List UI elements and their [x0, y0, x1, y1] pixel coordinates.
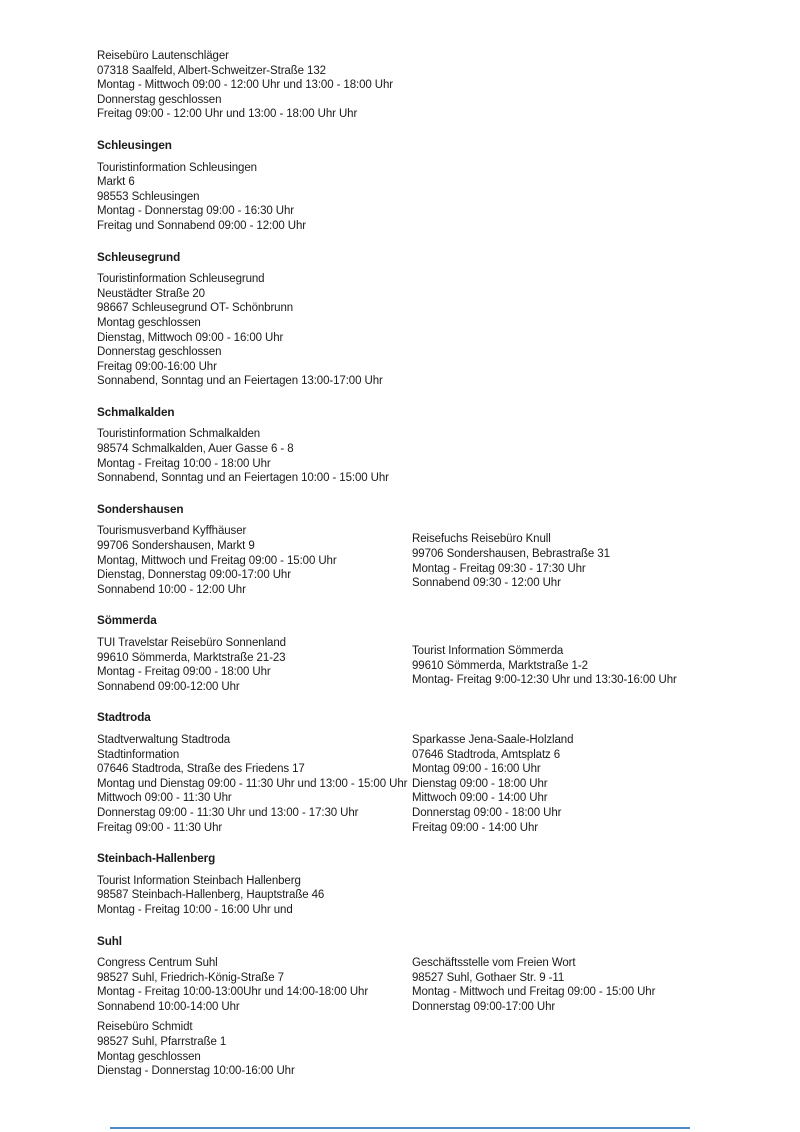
entry-title-line: Tourismusverband Kyffhäuser: [97, 525, 247, 538]
entry-line: Freitag 09:00 - 11:30 Uhr: [97, 821, 223, 834]
entry-title-line: TUI Travelstar Reisebüro Sonnenland: [97, 637, 286, 649]
entry-line: Montag- Freitag 9:00-12:30 Uhr und 13:30-16:00 Uhr: [412, 674, 677, 687]
entry-line: Montag geschlossen: [97, 1050, 201, 1063]
section-schleusegrund: [97, 251, 757, 389]
section-columns: [97, 636, 757, 694]
section-heading: Schleusingen: [97, 138, 172, 152]
entry-line: Montag - Freitag 10:00 - 18:00 Uhr: [97, 457, 271, 470]
section-columns: [97, 161, 757, 234]
section-steinbach-hallenberg: [97, 852, 757, 917]
section-stadtroda: [97, 711, 757, 835]
entry: [97, 636, 412, 694]
entry-line: Sonnabend, Sonntag und an Feiertagen 10:00 - 15:00 Uhr: [97, 472, 389, 485]
entry-title-line: Reisefuchs Reisebüro Knull: [412, 533, 551, 546]
section-columns: [97, 524, 757, 597]
entry-title-line: Geschäftsstelle vom Freien Wort: [412, 957, 576, 970]
entry-line: Sonnabend 09:00-12:00 Uhr: [97, 680, 240, 693]
entry-line: Montag - Mittwoch 09:00 - 12:00 Uhr und 13:00 - 18:00 Uhr: [97, 79, 394, 92]
column-right: [412, 532, 757, 590]
entry: [412, 644, 757, 688]
entry-title-line: Sparkasse Jena-Saale-Holzland: [412, 733, 574, 746]
entry-line: Sonnabend, Sonntag und an Feiertagen 13:00-17:00 Uhr: [97, 375, 383, 388]
entry-line: Donnerstag geschlossen: [97, 346, 222, 359]
section-heading: Steinbach-Hallenberg: [97, 852, 216, 866]
entry-line: Freitag 09:00-16:00 Uhr: [97, 360, 217, 373]
column-left: [97, 161, 412, 234]
entry: [97, 427, 412, 485]
entry-line: 98667 Schleusegrund OT- Schönbrunn: [97, 302, 294, 315]
entry-line: Dienstag 09:00 - 18:00 Uhr: [412, 777, 548, 790]
entry-line: Freitag 09:00 - 14:00 Uhr: [412, 821, 538, 834]
entry-line: Sonnabend 10:00 - 12:00 Uhr: [97, 583, 246, 596]
column-left: [97, 733, 412, 835]
entry-line: Dienstag - Donnerstag 10:00-16:00 Uhr: [97, 1065, 295, 1078]
section-schmalkalden: [97, 406, 757, 486]
entry-line: Freitag und Sonnabend 09:00 - 12:00 Uhr: [97, 219, 307, 232]
section-soemmerda: [97, 614, 757, 694]
entry: [97, 956, 412, 1014]
section-suhl: [97, 935, 757, 1079]
section-columns: [97, 956, 757, 1079]
entry-line: Markt 6: [97, 176, 135, 189]
entry-line: 98527 Suhl, Friedrich-König-Straße 7: [97, 971, 284, 984]
entry: [97, 733, 412, 835]
entry-title-line: Reisebüro Schmidt: [97, 1021, 193, 1034]
entry-line: Freitag 09:00 - 12:00 Uhr und 13:00 - 18:00 Uhr Uhr: [97, 108, 358, 121]
entry-line: Montag - Freitag 10:00 - 16:00 Uhr und: [97, 903, 293, 916]
bottom-divider: [110, 1127, 690, 1129]
column-right: [412, 956, 757, 1014]
entry-line: Neustädter Straße 20: [97, 287, 205, 300]
column-left: [97, 956, 412, 1079]
entry-title-line: Touristinformation Schmalkalden: [97, 428, 261, 441]
entry: [412, 532, 757, 590]
entry-line: Montag - Freitag 10:00-13:00Uhr und 14:00-18:00 Uhr: [97, 986, 369, 999]
column-left: [97, 874, 412, 918]
entry: [412, 733, 757, 835]
entry-title-line: Touristinformation Schleusegrund: [97, 273, 265, 286]
listing-content: [97, 49, 757, 1079]
entry: [97, 874, 412, 918]
section-columns: [97, 272, 757, 389]
entry-line: 99610 Sömmerda, Marktstraße 21-23: [97, 651, 286, 664]
column-left: [97, 524, 412, 597]
section-schleusingen: [97, 139, 757, 234]
section-columns: [97, 874, 757, 918]
entry-line: Stadtinformation: [97, 748, 180, 761]
section-heading: Sömmerda: [97, 614, 157, 628]
entry-title-line: Tourist Information Sömmerda: [412, 645, 564, 657]
entry: [97, 49, 412, 122]
entry-line: 99706 Sondershausen, Markt 9: [97, 540, 255, 553]
entry-line: Donnerstag 09:00 - 11:30 Uhr und 13:00 - 17:30 Uhr: [97, 806, 359, 819]
column-right: [412, 733, 757, 835]
entry-line: Montag - Freitag 09:30 - 17:30 Uhr: [412, 562, 586, 575]
entry-line: Donnerstag geschlossen: [97, 93, 222, 106]
section-heading: Suhl: [97, 934, 122, 948]
entry-line: Montag, Mittwoch und Freitag 09:00 - 15:00 Uhr: [97, 554, 337, 567]
entry: [97, 1020, 412, 1078]
entry-line: Montag geschlossen: [97, 316, 201, 329]
entry-line: 99610 Sömmerda, Marktstraße 1-2: [412, 659, 588, 672]
entry-line: 07646 Stadtroda, Amtsplatz 6: [412, 748, 561, 761]
entry-line: Montag und Dienstag 09:00 - 11:30 Uhr und 13:00 - 15:00 Uhr: [97, 777, 408, 790]
section-heading: Stadtroda: [97, 711, 151, 725]
entry: [97, 524, 412, 597]
entry-line: 98587 Steinbach-Hallenberg, Hauptstraße 46: [97, 889, 325, 902]
section-heading: Schmalkalden: [97, 405, 175, 419]
column-left: [97, 272, 412, 389]
column-left: [97, 49, 412, 122]
entry-title-line: Stadtverwaltung Stadtroda: [97, 733, 231, 746]
entry-line: Dienstag, Donnerstag 09:00-17:00 Uhr: [97, 569, 291, 582]
entry-line: Montag - Mittwoch und Freitag 09:00 - 15:00 Uhr: [412, 986, 656, 999]
entry-title-line: Touristinformation Schleusingen: [97, 161, 257, 174]
entry-line: Montag 09:00 - 16:00 Uhr: [412, 763, 541, 776]
entry-line: Donnerstag 09:00-17:00 Uhr: [412, 1000, 556, 1013]
entry-title-line: Tourist Information Steinbach Hallenberg: [97, 874, 301, 887]
column-right: [412, 644, 757, 688]
entry: [97, 161, 412, 234]
section-heading: Sondershausen: [97, 502, 184, 516]
entry-line: Sonnabend 10:00-14:00 Uhr: [97, 1000, 240, 1013]
entry-line: Dienstag, Mittwoch 09:00 - 16:00 Uhr: [97, 331, 284, 344]
section-continuation: [97, 49, 757, 122]
column-left: [97, 427, 412, 485]
entry-line: 99706 Sondershausen, Bebrastraße 31: [412, 548, 610, 561]
entry: [97, 272, 412, 389]
entry-line: 07318 Saalfeld, Albert-Schweitzer-Straße 132: [97, 64, 326, 77]
entry-line: Sonnabend 09:30 - 12:00 Uhr: [412, 577, 561, 590]
entry-line: Donnerstag 09:00 - 18:00 Uhr: [412, 806, 562, 819]
section-columns: [97, 733, 757, 835]
entry-title-line: Congress Centrum Suhl: [97, 957, 218, 970]
entry-line: 98527 Suhl, Pfarrstraße 1: [97, 1036, 227, 1049]
entry-line: 98553 Schleusingen: [97, 190, 200, 203]
section-columns: [97, 49, 757, 122]
entry-line: 98527 Suhl, Gothaer Str. 9 -11: [412, 971, 565, 984]
entry-title-line: Reisebüro Lautenschläger: [97, 50, 229, 62]
section-sondershausen: [97, 503, 757, 598]
section-heading: Schleusegrund: [97, 250, 181, 264]
entry-line: 07646 Stadtroda, Straße des Friedens 17: [97, 763, 305, 776]
entry-line: Mittwoch 09:00 - 11:30 Uhr: [97, 792, 232, 805]
column-left: [97, 636, 412, 694]
entry-line: 98574 Schmalkalden, Auer Gasse 6 - 8: [97, 443, 294, 456]
entry: [412, 956, 757, 1014]
entry-line: Montag - Donnerstag 09:00 - 16:30 Uhr: [97, 205, 295, 218]
entry-line: Montag - Freitag 09:00 - 18:00 Uhr: [97, 666, 271, 679]
section-columns: [97, 427, 757, 485]
entry-line: Mittwoch 09:00 - 14:00 Uhr: [412, 792, 548, 805]
